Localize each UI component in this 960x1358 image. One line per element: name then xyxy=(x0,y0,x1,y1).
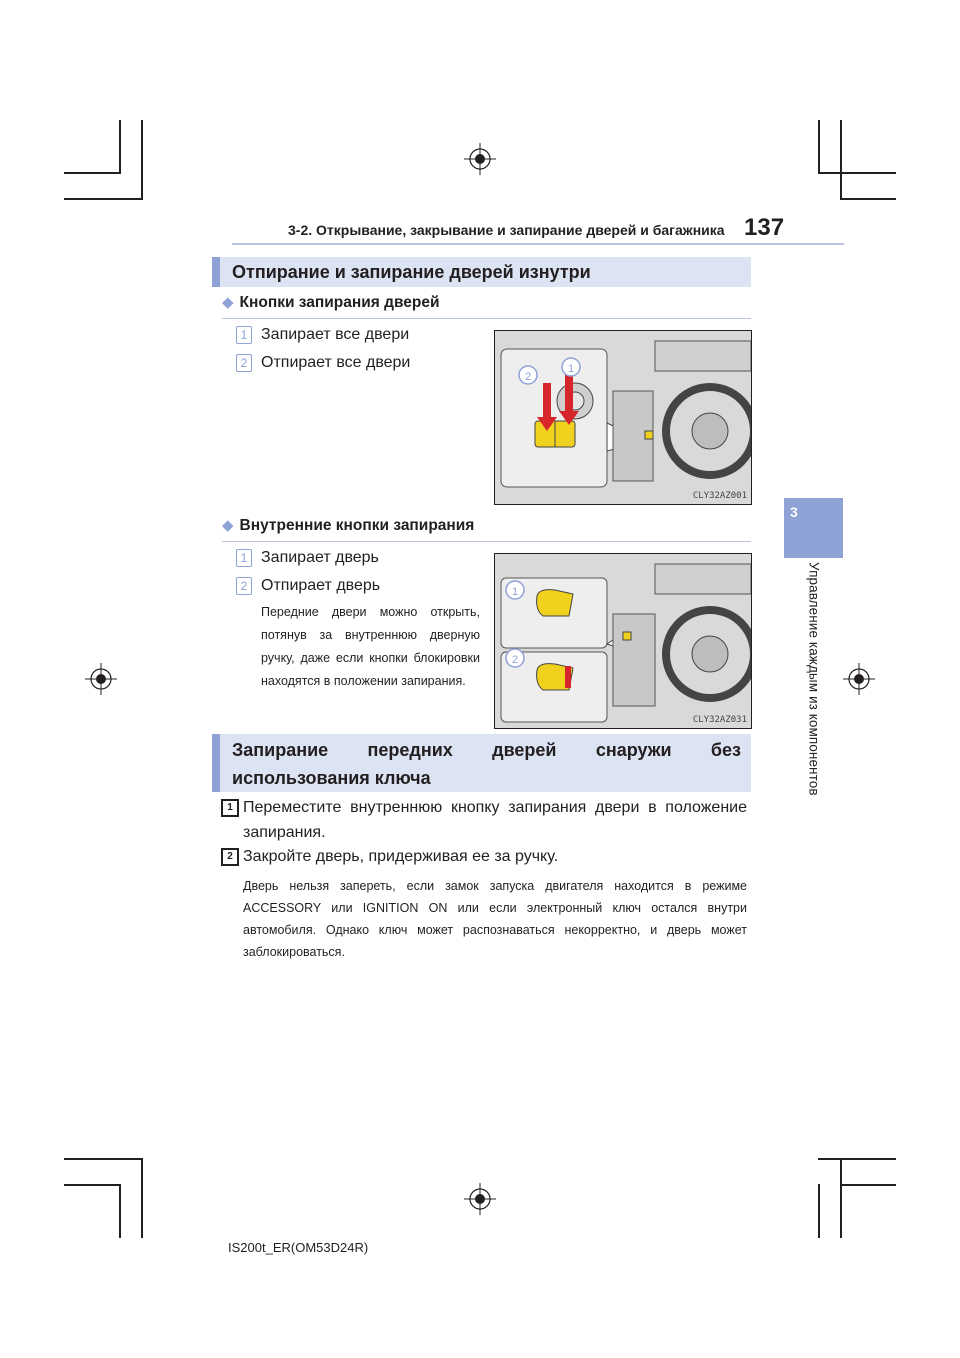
document-code: IS200t_ER(OM53D24R) xyxy=(228,1240,369,1255)
svg-text:2: 2 xyxy=(524,371,532,383)
header-rule xyxy=(232,243,844,245)
note-text: Передние двери можно открыть, потянув за внутреннюю дверную ручку, даже если кнопки блокировки находятся в положении запирания. xyxy=(261,605,480,688)
figure-code: CLY32AZ031 xyxy=(692,715,747,725)
section-heading xyxy=(212,734,751,792)
chapter-tab xyxy=(784,498,843,558)
page-number: 137 xyxy=(744,214,785,241)
crop-mark xyxy=(818,172,896,174)
running-header: 3-2. Открывание, закрывание и запирание дверей и багажника xyxy=(288,222,725,238)
door-lock-switch-drawing xyxy=(495,331,751,504)
crop-mark xyxy=(64,1158,142,1160)
crop-mark xyxy=(818,1184,820,1238)
sub-heading xyxy=(222,516,751,542)
chapter-title: Управление каждым из компонентов xyxy=(806,562,822,796)
registration-mark-icon xyxy=(464,1183,496,1215)
registration-mark-icon xyxy=(85,663,117,695)
figure-code: CLY32AZ001 xyxy=(692,491,747,501)
svg-text:1: 1 xyxy=(567,363,575,375)
crop-mark xyxy=(64,172,120,174)
callout-number: 1 xyxy=(236,549,252,567)
crop-mark xyxy=(840,198,896,200)
sub-heading-text: Внутренние кнопки запирания xyxy=(239,517,475,534)
registration-mark-icon xyxy=(843,663,875,695)
step-text: Закройте дверь, придерживая ее за ручку. xyxy=(243,848,559,865)
step-number: 1 xyxy=(221,799,239,817)
section-heading xyxy=(212,257,751,287)
door-lock-switch-illustration xyxy=(494,330,752,505)
crop-mark xyxy=(840,1158,842,1238)
list-item: Запирает дверь xyxy=(261,549,379,566)
crop-mark xyxy=(64,1184,120,1186)
step-text: Переместите внутреннюю кнопку запирания двери в положение запирания. xyxy=(243,799,747,841)
crop-mark xyxy=(840,120,842,200)
list-item: Отпирает все двери xyxy=(261,354,411,371)
diamond-bullet-icon: ◆ xyxy=(222,517,234,534)
footnote-text: Дверь нельзя запереть, если замок запуска двигателя находится в режиме ACCESSORY или IGNITION ON или если электронный ключ остался внутри автомобиля. Однако ключ может распознаваться некорректно, и дверь может заблокироваться. xyxy=(243,879,747,959)
svg-text:1: 1 xyxy=(511,586,519,598)
callout-number: 2 xyxy=(236,577,252,595)
section-heading-text: Отпирание и запирание дверей изнутри xyxy=(232,262,591,282)
inside-lock-button-drawing xyxy=(495,554,751,728)
crop-mark xyxy=(119,1184,121,1238)
diamond-bullet-icon: ◆ xyxy=(222,294,234,311)
inside-lock-button-illustration xyxy=(494,553,752,729)
list-item: Отпирает дверь xyxy=(261,577,381,594)
crop-mark xyxy=(141,120,143,200)
svg-text:2: 2 xyxy=(511,654,519,666)
crop-mark xyxy=(119,120,121,174)
sub-heading-text: Кнопки запирания дверей xyxy=(239,294,440,311)
crop-mark xyxy=(64,198,142,200)
section-heading-text: Запирание передних дверей снаружи без использования ключа xyxy=(232,740,741,788)
callout-number: 2 xyxy=(236,354,252,372)
registration-mark-icon xyxy=(464,143,496,175)
sub-heading xyxy=(222,293,751,319)
step-number: 2 xyxy=(221,848,239,866)
crop-mark xyxy=(818,120,820,174)
chapter-number: 3 xyxy=(790,504,798,520)
list-item: Запирает все двери xyxy=(261,326,410,343)
crop-mark xyxy=(818,1158,896,1160)
callout-number: 1 xyxy=(236,326,252,344)
crop-mark xyxy=(141,1158,143,1238)
crop-mark xyxy=(840,1184,896,1186)
